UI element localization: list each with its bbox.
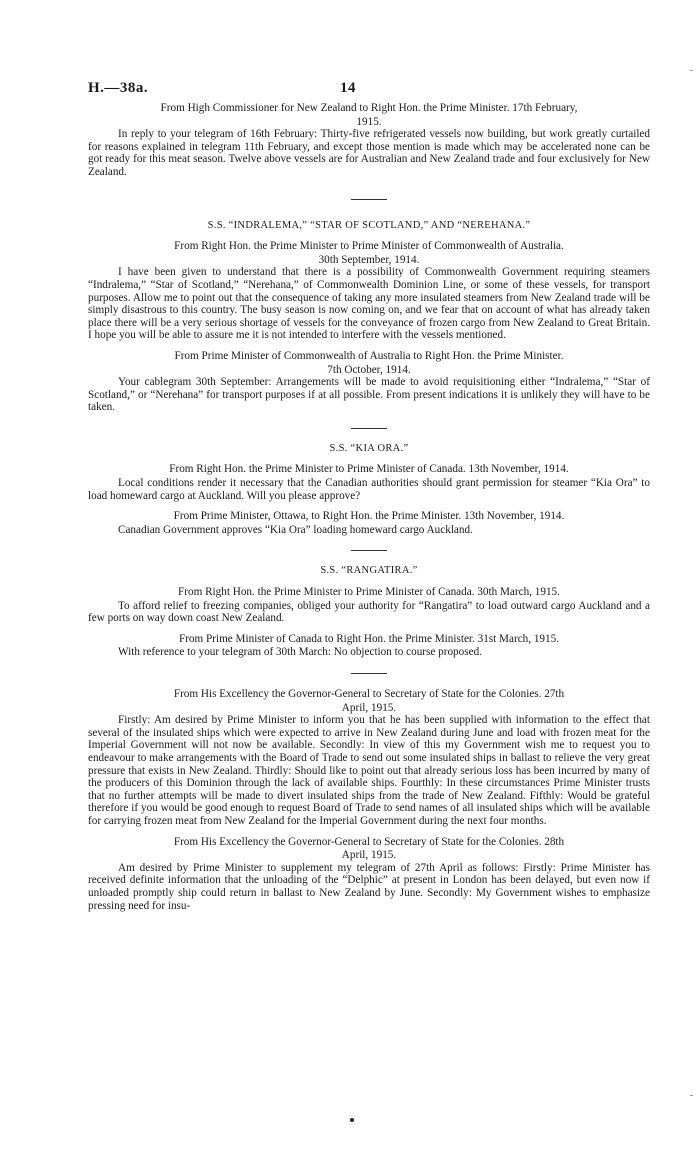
telegram-from-line: From Right Hon. the Prime Minister to Prime Minister of Commonwealth of Australia. (174, 240, 564, 253)
telegram-body: With reference to your telegram of 30th March: No objection to course proposed. (118, 646, 482, 659)
telegram-body: Your cablegram 30th September: Arrangements will be made to avoid requisitioning either “Indralema,” “Star of Scotland,” or “Nerehana” for transport purposes if at all possible. From present indications it is unlikely they will have to be taken. (88, 376, 650, 414)
telegram-from-line: From Prime Minister, Ottawa, to Right Hon. the Prime Minister. 13th November, 1914. (173, 510, 565, 523)
section-heading-indralema: S.S. “INDRALEMA,” “STAR OF SCOTLAND,” AND “NEREHANA.” (207, 219, 531, 231)
parliamentary-paper-ref: H.—38a. (88, 80, 149, 96)
telegram-date: 30th September, 1914. (318, 253, 420, 266)
telegram-body: To afford relief to freezing companies, obliged your authority for “Rangatira” to load outward cargo Auckland and a few ports on way down coast New Zealand. (88, 599, 650, 625)
telegram-from-line: From Prime Minister of Commonwealth of Australia to Right Hon. the Prime Minister. (174, 349, 564, 362)
telegram-date: 7th October, 1914. (327, 363, 411, 376)
telegram-body: In reply to your telegram of 16th February: Thirty-five refrigerated vessels now building, but work greatly curtailed for reasons explained in telegram 11th February, and except those mention is made which may be accelerated none can be got ready for this meat season. Twelve above vessels are for Australian and New Zealand trade and four exclusively for New Zealand. (88, 128, 650, 178)
section-heading-rangatira: S.S. “RANGATIRA.” (320, 565, 418, 577)
scan-edge-mark (690, 70, 693, 71)
telegram-from-line: From His Excellency the Governor-General to Secretary of State for the Colonies. 28th (173, 835, 565, 848)
telegram-from-line: From Right Hon. the Prime Minister to Prime Minister of Canada. 30th March, 1915. (178, 586, 560, 599)
page-number: 14 (340, 80, 356, 96)
telegram-body: Firstly: Am desired by Prime Minister to inform you that he has been supplied with information to the effect that several of the insulated ships which were expected to arrive in New Zealand during June and load with frozen meat for the Imperial Government will not now be available. Secondly: In view of this my Government wish me to request you to endeavour to make arrangements with the Board of Trade to send out some insulated ships in ballast to relieve the very great pressure that exists in New Zealand. Thirdly: Should like to point out that already serious loss has been incurred by many of the producers of this Dominion through the lack of available ships. Fourthly: In these circumstances Prime Minister trusts that no further attempts will be made to divert insulated ships from the trade of New Zealand. Fifthly: Would be grateful therefore if you would be good enough to request Board of Trade to send names of all insulated ships which will be available for carrying frozen meat from New Zealand for the Imperial Government during the next four months. (88, 714, 650, 827)
telegram-body: Canadian Government approves “Kia Ora” loading homeward cargo Auckland. (118, 523, 473, 536)
telegram-body: Am desired by Prime Minister to supplement my telegram of 27th April as follows: Firstly: Prime Minister has received definite information that the unloading of the “Delphic” at present in London has been delayed, but even now if unloaded promptly ship could return in ballast to New Zealand by June. Secondly: My Government wishes to emphasize pressing need for insu- (88, 861, 650, 912)
telegram-from-line: From Right Hon. the Prime Minister to Prime Minister of Canada. 13th November, 1914. (169, 463, 569, 476)
telegram-body: I have been given to understand that there is a possibility of Commonwealth Government requiring steamers “Indralema,” “Star of Scotland,” “Nerehana,” of Commonwealth Dominion Line, or some of these vessels, for transport purposes. Allow me to point out that the consequence of taking any more insulated steamers from New Zealand trade will be simply disastrous to this country. The busy season is now coming on, and we fear that on account of what has already taken place there will be a very serious shortage of vessels for the conveyance of frozen cargo from New Zealand to Great Britain. I hope you will be able to assure me it is not intended to interfere with the vessels mentioned. (88, 266, 650, 342)
section-heading-kia-ora: S.S. “KIA ORA.” (329, 442, 409, 454)
telegram-from-line: From His Excellency the Governor-General to Secretary of State for the Colonies. 27th (173, 688, 565, 700)
telegram-from-line: From High Commissioner for New Zealand to Right Hon. the Prime Minister. 17th February, (160, 102, 578, 114)
telegram-date: 1915. (356, 115, 382, 128)
telegram-body: Local conditions render it necessary that the Canadian authorities should grant permission for steamer “Kia Ora” to load homeward cargo at Auckland. Will you please approve? (88, 477, 650, 502)
footer-mark (350, 1118, 354, 1122)
scan-edge-mark (690, 1095, 693, 1096)
telegram-date: April, 1915. (341, 701, 397, 714)
telegram-date: April, 1915. (341, 849, 397, 862)
telegram-from-line: From Prime Minister of Canada to Right Hon. the Prime Minister. 31st March, 1915. (178, 632, 560, 645)
document-body (88, 102, 650, 912)
